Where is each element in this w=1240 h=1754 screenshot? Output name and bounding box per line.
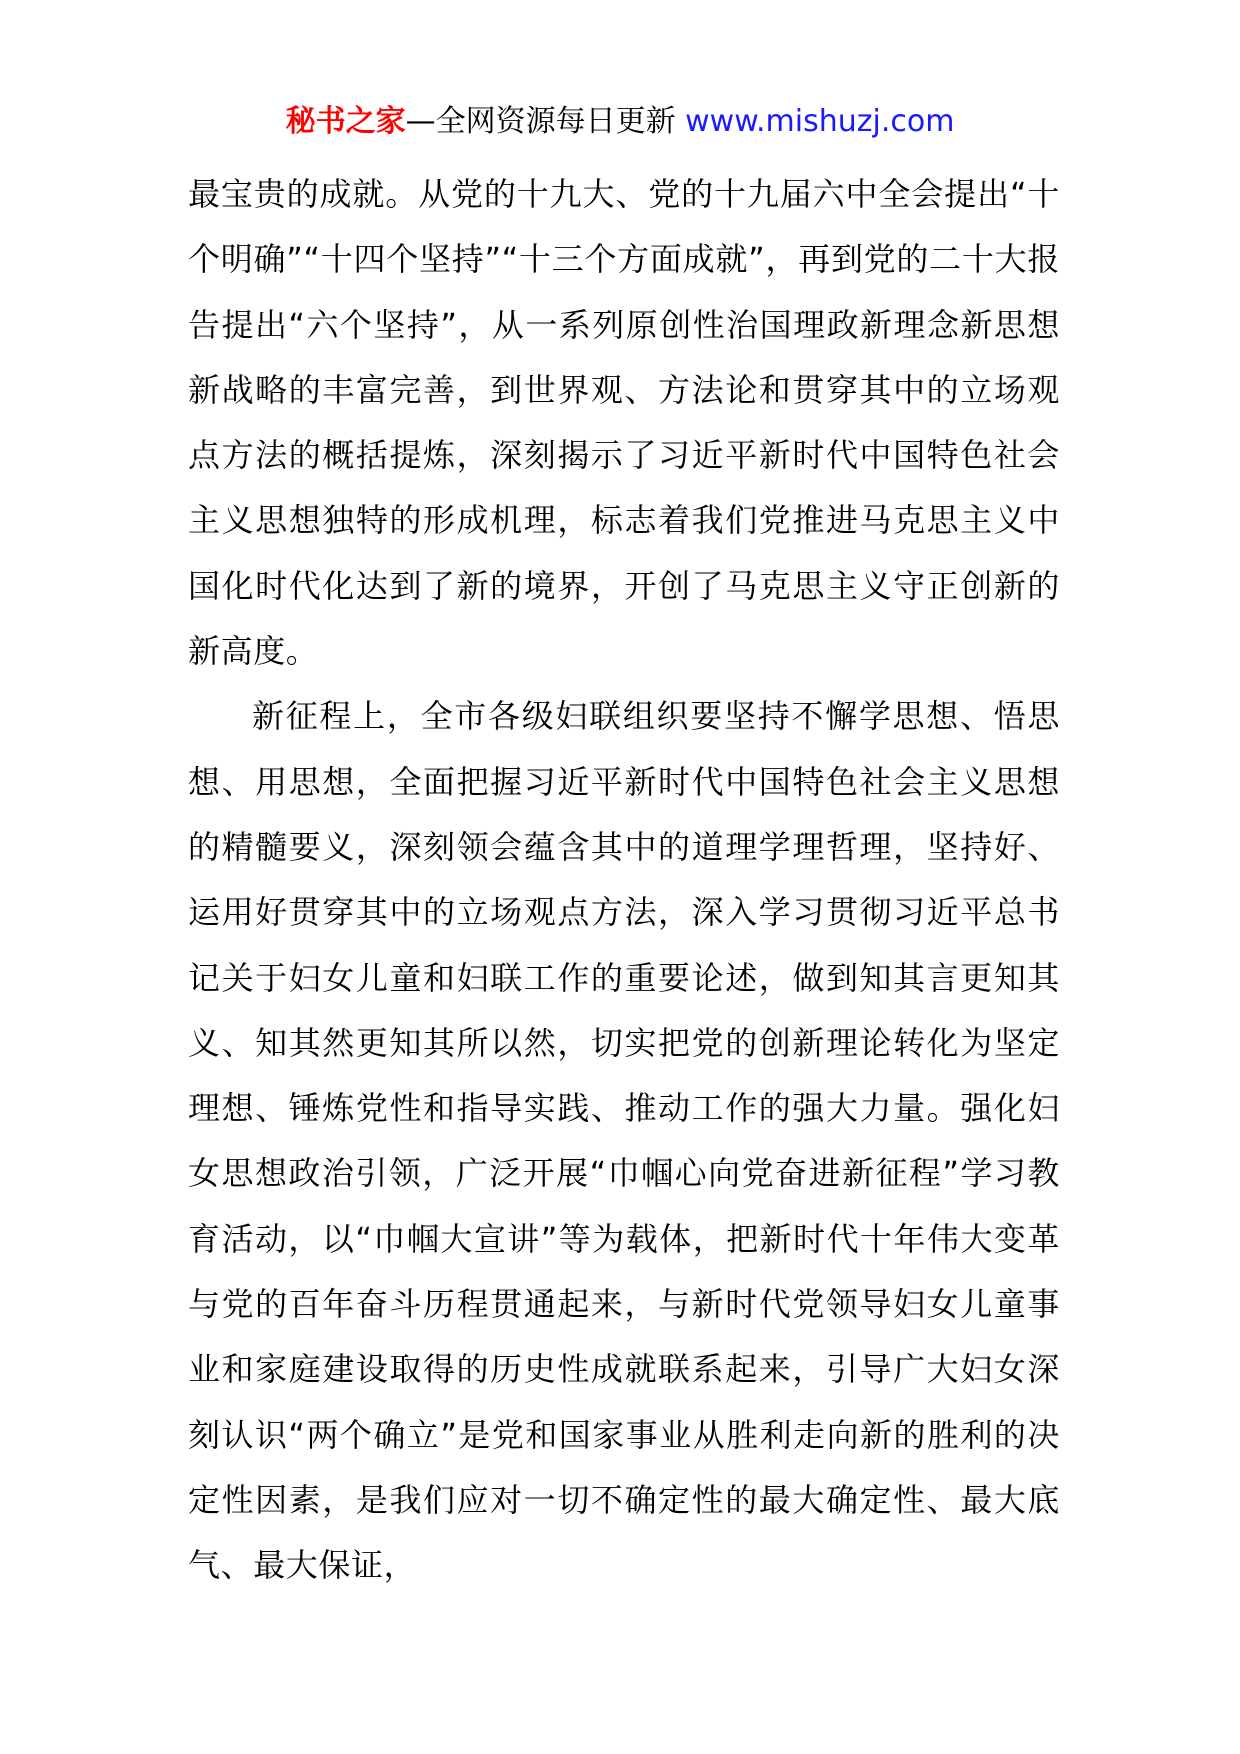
paragraph-continued: 最宝贵的成就。从党的十九大、党的十九届六中全会提出“十个明确”“十四个坚持”“十三个方面成就”，再到党的二十大报告提出“六个坚持”，从一系列原创性治国理政新理念新思想新战略的丰富完善，到世界观、方法论和贯穿其中的立场观点方法的概括提炼，深刻揭示了习近平新时代中国特色社会主义思想独特的形成机理，标志着我们党推进马克思主义中国化时代化达到了新的境界，开创了马克思主义守正创新的新高度。 bbox=[188, 175, 1060, 671]
site-header bbox=[0, 100, 1240, 144]
document-body bbox=[188, 162, 1060, 1599]
site-brand: 秘书之家 bbox=[285, 104, 406, 139]
site-url-link[interactable]: www.mishuzj.com bbox=[685, 104, 955, 139]
site-tagline: —全网资源每日更新 bbox=[405, 104, 686, 139]
paragraph: 新征程上，全市各级妇联组织要坚持不懈学思想、悟思想、用思想，全面把握习近平新时代中国特色社会主义思想的精髓要义，深刻领会蕴含其中的道理学理哲理，坚持好、运用好贯穿其中的立场观点方法，深入学习贯彻习近平总书记关于妇女儿童和妇联工作的重要论述，做到知其言更知其义、知其然更知其所以然，切实把党的创新理论转化为坚定理想、锤炼党性和指导实践、推动工作的强大力量。强化妇女思想政治引领，广泛开展“巾帼心向党奋进新征程”学习教育活动，以“巾帼大宣讲”等为载体，把新时代十年伟大变革与党的百年奋斗历程贯通起来，与新时代党领导妇女儿童事业和家庭建设取得的历史性成就联系起来，引导广大妇女深刻认识“两个确立”是党和国家事业从胜利走向新的胜利的决定性因素，是我们应对一切不确定性的最大确定性、最大底气、最大保证， bbox=[188, 697, 1060, 1585]
